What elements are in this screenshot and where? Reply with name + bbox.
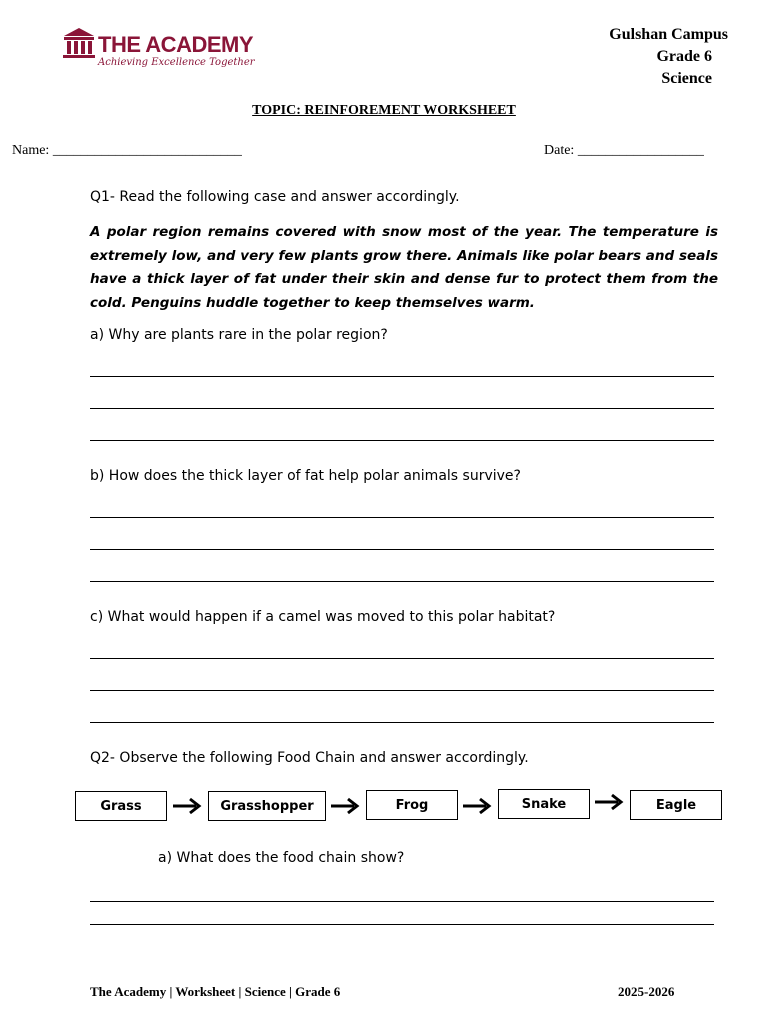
food-chain-frog: Frog bbox=[366, 790, 458, 820]
answer-line[interactable] bbox=[90, 924, 714, 925]
answer-line[interactable] bbox=[90, 581, 714, 582]
arrow-right-icon bbox=[330, 796, 362, 816]
school-logo bbox=[62, 26, 255, 76]
logo-tagline: Achieving Excellence Together bbox=[98, 57, 255, 68]
food-chain-snake: Snake bbox=[498, 789, 590, 819]
q1-prompt: Q1- Read the following case and answer accordingly. bbox=[90, 189, 460, 205]
campus-info bbox=[609, 24, 728, 90]
campus-name: Gulshan Campus bbox=[609, 26, 728, 43]
answer-line[interactable] bbox=[90, 722, 714, 723]
food-chain-grasshopper: Grasshopper bbox=[208, 791, 326, 821]
q1b-question: b) How does the thick layer of fat help polar animals survive? bbox=[90, 468, 521, 484]
footer-year: 2025-2026 bbox=[618, 984, 675, 999]
q1c-question: c) What would happen if a camel was moved to this polar habitat? bbox=[90, 609, 556, 625]
q1a-question: a) Why are plants rare in the polar region? bbox=[90, 327, 388, 343]
name-field[interactable]: Name: ___________________________ bbox=[12, 143, 242, 158]
food-chain-grass: Grass bbox=[75, 791, 167, 821]
q2-prompt: Q2- Observe the following Food Chain and answer accordingly. bbox=[90, 750, 529, 766]
answer-line[interactable] bbox=[90, 549, 714, 550]
q1-case-text: A polar region remains covered with snow most of the year. The temperature is extremely low, and very few plants grow there. Animals like polar bears and seals have a thick layer of fat under their skin and dense fur to protect them from the cold. Penguins huddle together to keep themselves warm. bbox=[90, 224, 718, 311]
arrow-right-icon bbox=[594, 792, 626, 812]
date-field[interactable]: Date: __________________ bbox=[544, 143, 704, 158]
food-chain-eagle: Eagle bbox=[630, 790, 722, 820]
arrow-right-icon bbox=[172, 796, 204, 816]
answer-line[interactable] bbox=[90, 440, 714, 441]
answer-line[interactable] bbox=[90, 376, 714, 377]
pillars-icon bbox=[62, 26, 96, 60]
q2a-question: a) What does the food chain show? bbox=[158, 850, 405, 866]
grade-label: Grade 6 bbox=[656, 48, 712, 65]
answer-line[interactable] bbox=[90, 690, 714, 691]
logo-name: THE ACADEMY bbox=[98, 32, 254, 57]
arrow-right-icon bbox=[462, 796, 494, 816]
page-title: TOPIC: REINFOREMENT WORKSHEET bbox=[252, 103, 516, 118]
answer-line[interactable] bbox=[90, 901, 714, 902]
subject-label: Science bbox=[661, 70, 712, 87]
answer-line[interactable] bbox=[90, 658, 714, 659]
footer-text: The Academy | Worksheet | Science | Grade 6 bbox=[90, 984, 341, 999]
answer-line[interactable] bbox=[90, 408, 714, 409]
answer-line[interactable] bbox=[90, 517, 714, 518]
